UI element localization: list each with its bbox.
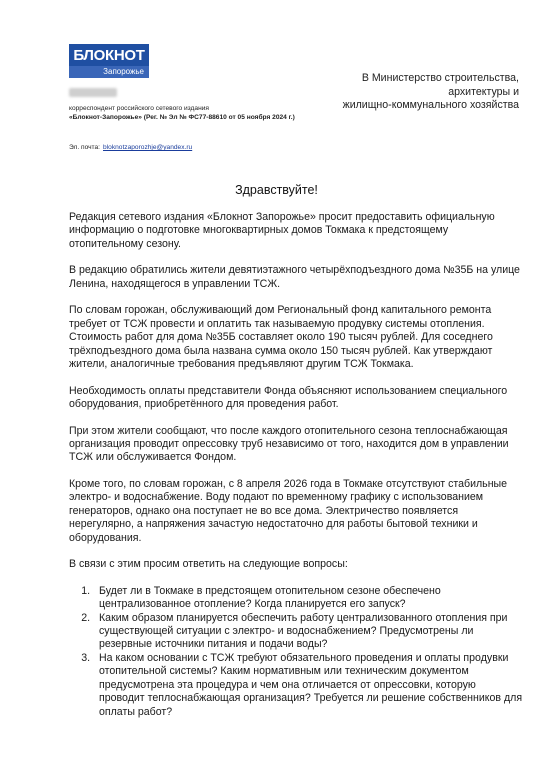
logo-name: БЛОКНОТ	[69, 44, 149, 66]
question-item: 1. Будет ли в Токмаке в предстоящем отопительном сезоне обеспечено централизованное отопление? Когда планируется его запуск?	[93, 585, 524, 612]
recipient-block	[299, 72, 519, 113]
recipient-line: В Министерство строительства,	[361, 72, 519, 84]
bloknot-logo	[69, 44, 149, 78]
sender-outlet: «Блокнот-Запорожье» (Рег. № Эл № ФС77-88610 от 05 ноября 2024 г.)	[69, 114, 295, 121]
paragraph: В редакцию обратились жители девятиэтажного четырёхподъездного дома №35Б на улице Ленина, находящегося в управлении ТСЖ.	[69, 264, 520, 290]
paragraph: Необходимость оплаты представители Фонда объясняют использованием специального оборудования, приобретённого для проведения работ.	[69, 384, 508, 411]
paragraph: Кроме того, по словам горожан, с 8 апреля 2026 года в Токмаке отсутствуют стабильные электро- и водоснабжение. Воду подают по временному графику с использованием генераторов, однако она поступает не во все дома. Электричество появляется нерегулярно, а напряжения зачастую недостаточно для работы бытовой техники и оборудования.	[69, 478, 508, 544]
email-link[interactable]: bloknotzaporozhje@yandex.ru	[103, 144, 193, 151]
sender-block	[69, 88, 295, 122]
paragraph: В связи с этим просим ответить на следующие вопросы:	[69, 558, 348, 571]
email-label: Эл. почта:	[69, 144, 101, 151]
sender-role: корреспондент российского сетевого издания	[69, 105, 209, 112]
paragraph: При этом жители сообщают, что после каждого отопительного сезона теплоснабжающая организация проводит опрессовку труб независимо от того, находится дом в управлении ТСЖ или обслуживается Фондом.	[69, 424, 509, 464]
recipient-line: жилищно-коммунального хозяйства	[342, 99, 519, 112]
greeting: Здравствуйте!	[235, 183, 318, 197]
letter-body	[69, 211, 524, 719]
paragraph: По словам горожан, обслуживающий дом Региональный фонд капитального ремонта требует от ТСЖ провести и оплатить так называемую продувку системы отопления. Стоимость работ для дома №35Б составляет около 190 тысяч рублей. Для соседнего трёхподъездного дома была названа сумма около 150 тысяч рублей. Как утверждают жители, аналогичные требования предъявляют другим ТСЖ Токмака.	[69, 304, 493, 371]
questions-list	[93, 585, 524, 719]
email-line	[69, 144, 192, 151]
logo-region: Запорожье	[69, 66, 149, 78]
redacted-name	[69, 88, 117, 97]
recipient-line: архитектуры и	[448, 85, 519, 98]
paragraph: Редакция сетевого издания «Блокнот Запорожье» просит предоставить официальную информацию о подготовке многоквартирных домов Токмака к предстоящему отопительному сезону.	[69, 211, 495, 250]
question-item: 2. Каким образом планируется обеспечить работу централизованного отопления при существующей ситуации с электро- и водоснабжением? Предусмотрены ли резервные источники питания и подачи воды?	[93, 612, 524, 652]
question-item: 3. На каком основании с ТСЖ требуют обязательного проведения и оплаты продувки отопительной системы? Каким нормативным или техническим документом предусмотрена эта процедура и чем она отличается от опрессовки, которую проводит теплоснабжающая организация? Требуется ли решение собственников для оплаты работ?	[93, 652, 524, 719]
